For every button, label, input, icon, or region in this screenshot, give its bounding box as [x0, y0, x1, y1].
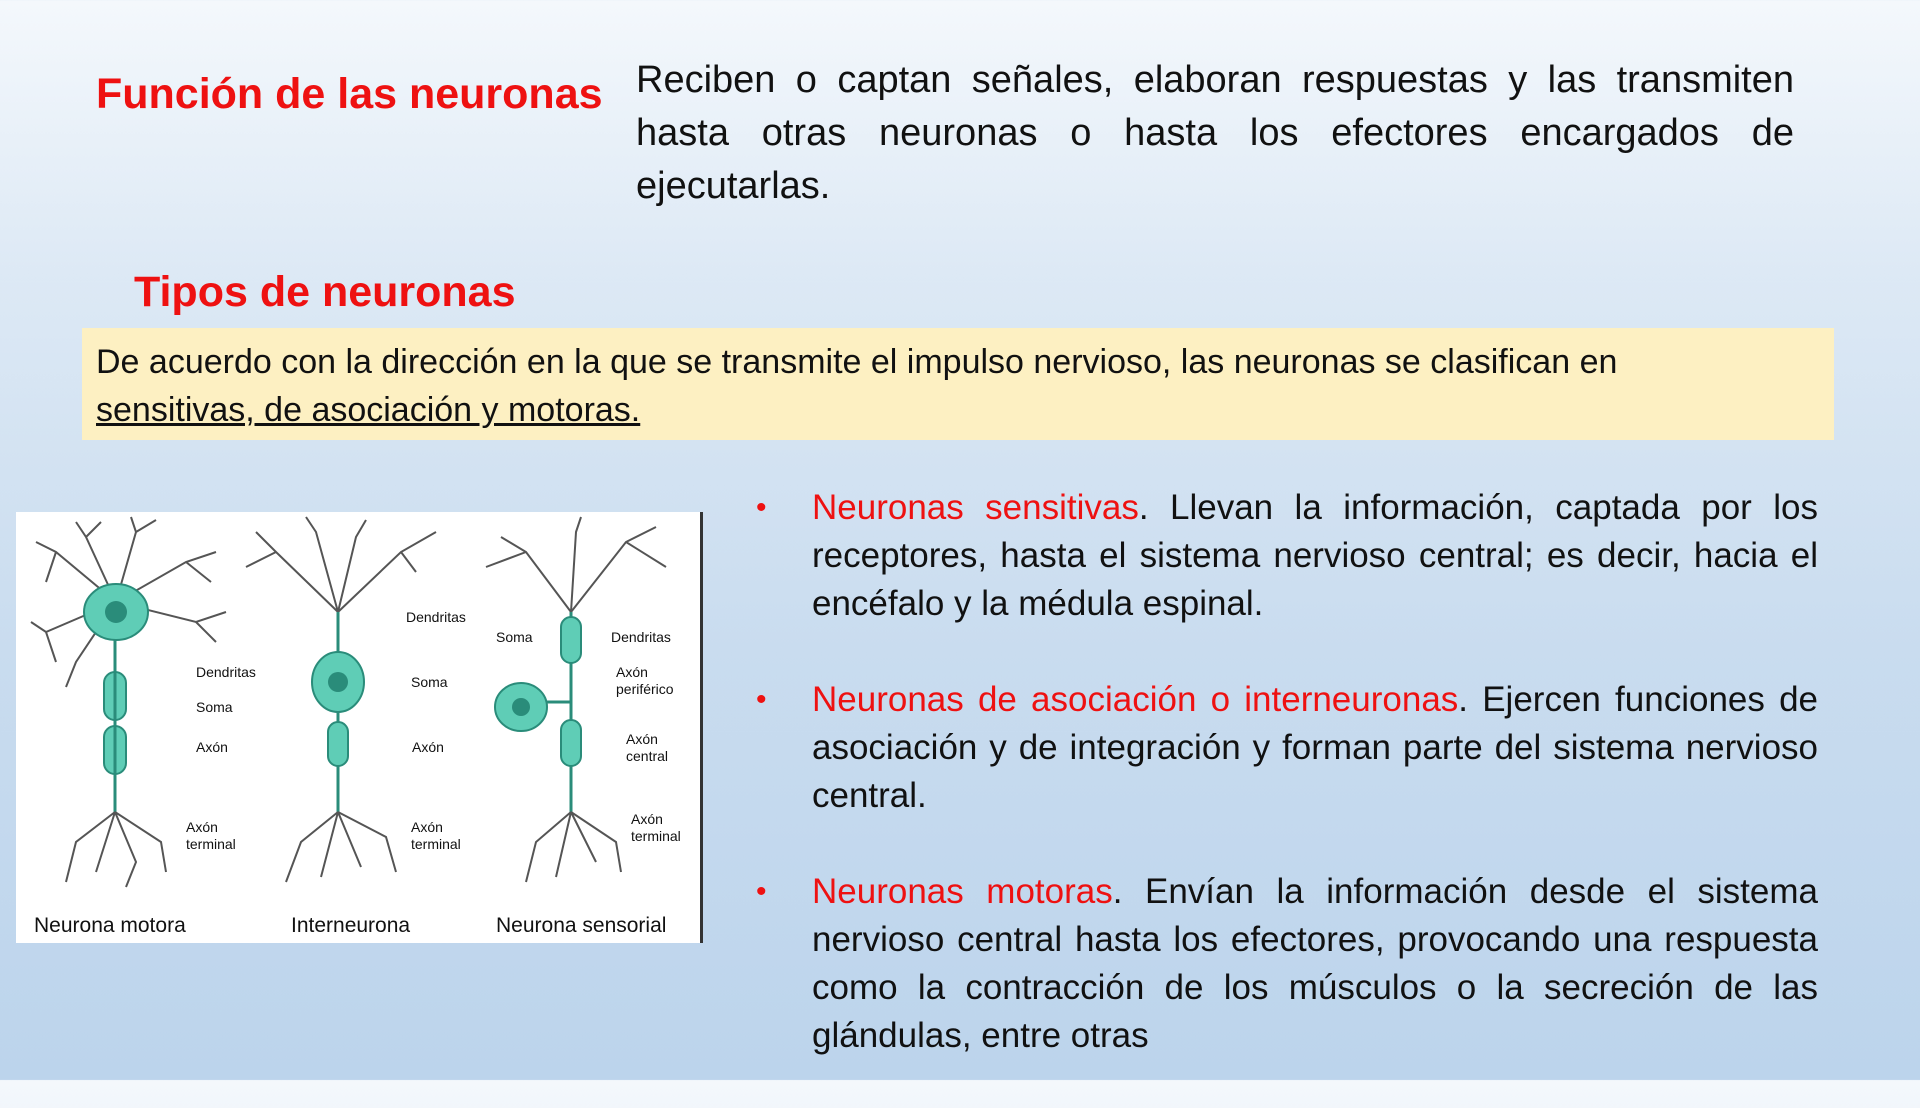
interneuron: [246, 517, 436, 882]
label-dendritas-sensory: Dendritas: [611, 629, 671, 645]
neuron-types-figure: [16, 512, 703, 943]
caption-interneurona: Interneurona: [291, 914, 411, 937]
bullet-dot-icon: •: [756, 875, 767, 908]
label-axon-inter: Axón: [412, 739, 444, 755]
label-axon-terminal-sensory-2: terminal: [631, 828, 681, 844]
label-dendritas-inter: Dendritas: [406, 609, 466, 625]
label-axon-motor: Axón: [196, 739, 228, 755]
label-axon-central-1: Axón: [626, 731, 658, 747]
neuron-types-list: [752, 484, 1818, 1108]
tipos-title: Tipos de neuronas: [134, 268, 516, 316]
label-soma-sensory: Soma: [496, 629, 533, 645]
caption-neurona-motora: Neurona motora: [34, 914, 186, 937]
bullet-lead: Neuronas motoras: [812, 872, 1113, 911]
list-item: [752, 868, 1818, 1060]
tipos-intro-box: [82, 328, 1834, 440]
funcion-title: Función de las neuronas: [96, 70, 603, 118]
bullet-dot-icon: •: [756, 683, 767, 716]
tipos-intro-underlined: sensitivas, de asociación y motoras.: [96, 391, 641, 429]
funcion-text: Reciben o captan señales, elaboran respuestas y las transmiten hasta otras neuronas o hasta los efectores encargados de ejecutarlas.: [636, 59, 1794, 207]
label-axon-periferico-2: periférico: [616, 681, 674, 697]
bullet-dot-icon: •: [756, 491, 767, 524]
label-axon-terminal-motor-1: Axón: [186, 819, 218, 835]
label-axon-central-2: central: [626, 748, 669, 764]
label-dendritas-motor: Dendritas: [196, 664, 256, 680]
label-soma-motor: Soma: [196, 699, 233, 715]
label-soma-inter: Soma: [411, 674, 448, 690]
motor-neuron: [66, 584, 166, 887]
label-axon-terminal-inter-1: Axón: [411, 819, 443, 835]
label-axon-terminal-motor-2: terminal: [186, 836, 236, 852]
tipos-intro-text: De acuerdo con la dirección en la que se transmite el impulso nervioso, las neuronas se clasifican en: [96, 343, 1618, 381]
list-item: [752, 484, 1818, 628]
bullet-lead: Neuronas de asociación o interneuronas: [812, 680, 1459, 719]
list-item: [752, 676, 1818, 820]
label-axon-periferico-1: Axón: [616, 664, 648, 680]
bullet-text: . Envían la información desde el sistema nervioso central hasta los efectores, provocando una respuesta como la contracción de los músculos o la secreción de las glándulas, entre otras: [812, 872, 1818, 1055]
neuron-diagram: [16, 512, 700, 943]
label-axon-terminal-sensory-1: Axón: [631, 811, 663, 827]
label-axon-terminal-inter-2: terminal: [411, 836, 461, 852]
bullet-lead: Neuronas sensitivas: [812, 488, 1139, 527]
caption-neurona-sensorial: Neurona sensorial: [496, 914, 667, 937]
bullet-text: . Ejercen funciones de asociación y de integración y forman parte del sistema nervioso central.: [812, 680, 1818, 815]
bullet-text: . Llevan la información, captada por los receptores, hasta el sistema nervioso central; es decir, hacia el encéfalo y la médula espinal.: [812, 488, 1819, 623]
